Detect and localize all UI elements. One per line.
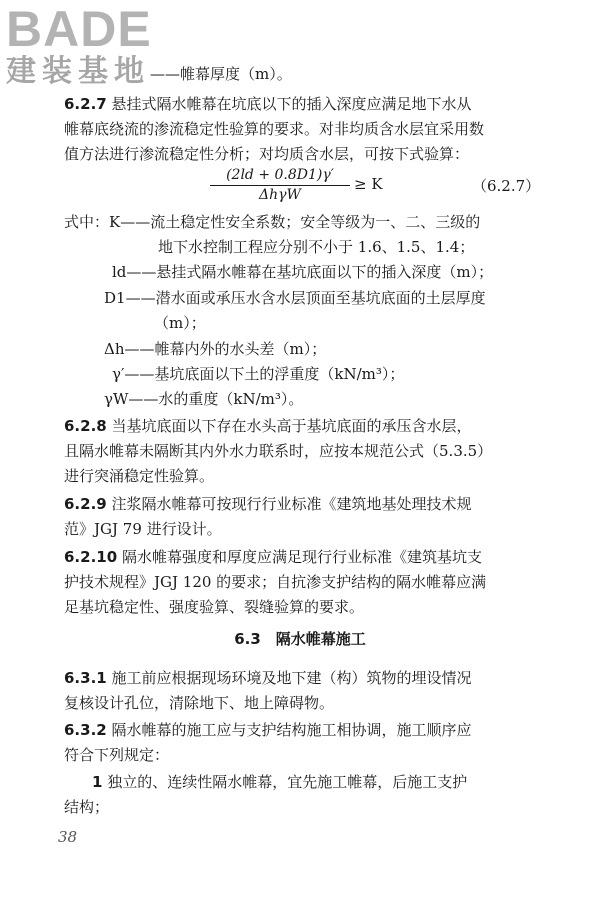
clause-number: 6.2.10 bbox=[64, 548, 118, 566]
text-line: 值方法进行渗流稳定性分析；对均质含水层，可按下式验算： bbox=[64, 145, 470, 163]
formula-inequality: ≥ K bbox=[354, 175, 383, 193]
clause-number: 6.2.9 bbox=[64, 495, 107, 513]
formula-denominator: ΔhγW bbox=[259, 187, 301, 203]
clause-text: 悬挂式隔水帷幕在坑底以下的插入深度应满足地下水从 bbox=[111, 95, 472, 113]
clause-6-2-9 bbox=[64, 494, 472, 514]
clause-number: 6.3.1 bbox=[64, 669, 107, 687]
text-line: 且隔水帷幕未隔断其内外水力联系时，应按本规范公式（5.3.5） bbox=[64, 442, 493, 460]
formula-numerator: (2ld + 0.8D1)γ′ bbox=[210, 166, 350, 186]
clause-text: 隔水帷幕的施工应与支护结构施工相协调，施工顺序应 bbox=[111, 721, 472, 739]
clause-text: 注浆隔水帷幕可按现行行业标准《建筑地基处理技术规 bbox=[111, 495, 472, 513]
clause-6-2-8 bbox=[64, 416, 472, 436]
line-thickness: ——帷幕厚度（m）。 bbox=[150, 65, 292, 83]
text-line: 进行突涌稳定性验算。 bbox=[64, 467, 215, 485]
where-k: 式中：K——流土稳定性安全系数；安全等级为一、二、三级的 bbox=[64, 213, 481, 231]
equation-number: （6.2.7） bbox=[472, 177, 541, 195]
text-line: 足基坑稳定性、强度验算、裂缝验算的要求。 bbox=[64, 598, 365, 616]
logo-latin: BADE bbox=[6, 1, 152, 57]
clause-number: 6.3.2 bbox=[64, 721, 107, 739]
where-gamma-prime: γ′——基坑底面以下土的浮重度（kN/m³）； bbox=[112, 365, 405, 383]
text-line: 护技术规程》JGJ 120 的要求；自抗渗支护结构的隔水帷幕应满 bbox=[64, 573, 487, 591]
where-dh: Δh——帷幕内外的水头差（m）； bbox=[104, 340, 327, 358]
page-number: 38 bbox=[58, 828, 78, 846]
clause-text: 当基坑底面以下存在水头高于基坑底面的承压含水层， bbox=[111, 417, 472, 435]
where-ld: ld——悬挂式隔水帷幕在基坑底面以下的插入深度（m）； bbox=[112, 263, 494, 281]
clause-6-2-7 bbox=[64, 94, 472, 114]
where-k-cont: 地下水控制工程应分别不小于 1.6、1.5、1.4； bbox=[158, 238, 475, 256]
section-heading: 6.3 隔水帷幕施工 bbox=[234, 630, 366, 648]
clause-number: 6.2.7 bbox=[64, 95, 107, 113]
clause-6-3-1 bbox=[64, 668, 472, 688]
text-line: 结构； bbox=[64, 798, 110, 816]
item-text: 独立的、连续性隔水帷幕，宜先施工帷幕，后施工支护 bbox=[107, 773, 468, 791]
text-line: 复核设计孔位，清除地下、地上障碍物。 bbox=[64, 694, 335, 712]
clause-6-2-10 bbox=[64, 547, 482, 567]
text-line: 符合下列规定： bbox=[64, 746, 170, 764]
logo-chinese: 建装基地 bbox=[6, 54, 150, 89]
text-line: 范》JGJ 79 进行设计。 bbox=[64, 520, 222, 538]
text-line: 帷幕底绕流的渗流稳定性验算的要求。对非均质含水层宜采用数 bbox=[64, 120, 485, 138]
clause-number: 6.2.8 bbox=[64, 417, 107, 435]
where-gamma-w: γW——水的重度（kN/m³）。 bbox=[104, 390, 304, 408]
where-d1-cont: （m）； bbox=[154, 314, 206, 332]
bade-logo bbox=[6, 1, 152, 89]
clause-6-3-2 bbox=[64, 720, 472, 740]
clause-text: 施工前应根据现场环境及地下建（构）筑物的埋设情况 bbox=[111, 669, 472, 687]
list-item-1 bbox=[92, 772, 467, 792]
formula-6-2-7 bbox=[210, 166, 350, 204]
item-number: 1 bbox=[92, 773, 103, 791]
where-d1: D1——潜水面或承压水含水层顶面至基坑底面的土层厚度 bbox=[104, 289, 486, 307]
clause-text: 隔水帷幕强度和厚度应满足现行行业标准《建筑基坑支 bbox=[121, 548, 482, 566]
